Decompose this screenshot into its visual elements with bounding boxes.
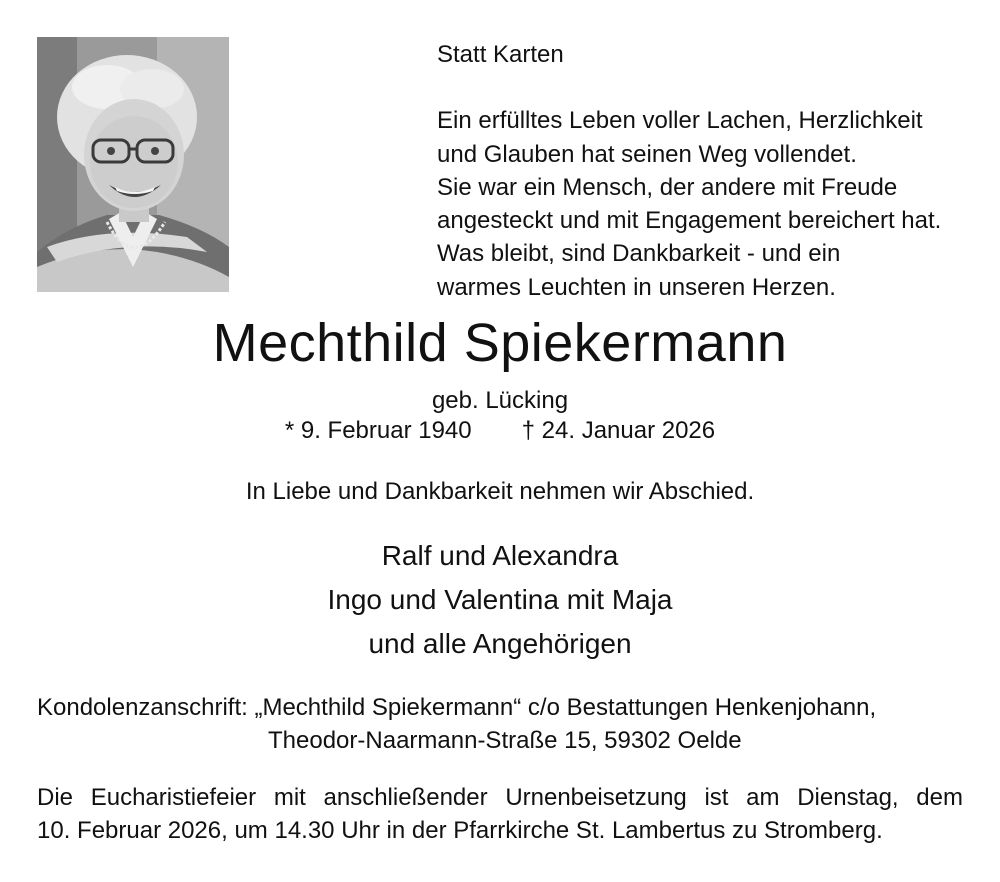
life-dates <box>0 416 1000 446</box>
portrait-photo <box>37 37 229 292</box>
birth-date: * 9. Februar 1940 <box>284 417 472 444</box>
family-member: Ralf und Alexandra <box>381 540 619 571</box>
poem <box>437 38 977 304</box>
condolence-line: Theodor-Naarmann-Straße 15, 59302 Oelde <box>268 727 742 754</box>
family-member: Ingo und Valentina mit Maja <box>327 584 673 615</box>
poem-line: Was bleibt, sind Dankbarkeit - und ein <box>437 240 841 268</box>
death-date: † 24. Januar 2026 <box>521 417 716 444</box>
farewell-text: In Liebe und Dankbarkeit nehmen wir Abschied. <box>245 478 755 505</box>
poem-line: warmes Leuchten in unseren Herzen. <box>437 273 836 301</box>
poem-line: Sie war ein Mensch, der andere mit Freude <box>437 173 898 201</box>
family-member: und alle Angehörigen <box>368 628 632 659</box>
service-info <box>37 781 963 847</box>
poem-line: angesteckt und mit Engagement bereichert hat. <box>437 207 942 235</box>
born-name: geb. Lücking <box>431 387 569 414</box>
family-list <box>0 534 1000 666</box>
service-line: Die Eucharistiefeier mit anschließender Urnenbeisetzung ist am Dienstag, dem <box>37 784 963 811</box>
condolence-address <box>37 691 963 757</box>
poem-intro: Statt Karten <box>437 41 564 68</box>
deceased-name: Mechthild Spiekermann <box>212 313 788 373</box>
poem-line: und Glauben hat seinen Weg vollendet. <box>437 140 857 168</box>
poem-line: Ein erfülltes Leben voller Lachen, Herzlichkeit <box>437 107 923 135</box>
service-line: 10. Februar 2026, um 14.30 Uhr in der Pfarrkirche St. Lambertus zu Stromberg. <box>37 817 883 844</box>
condolence-line: Kondolenzanschrift: „Mechthild Spiekermann“ c/o Bestattungen Henkenjohann, <box>37 694 877 721</box>
